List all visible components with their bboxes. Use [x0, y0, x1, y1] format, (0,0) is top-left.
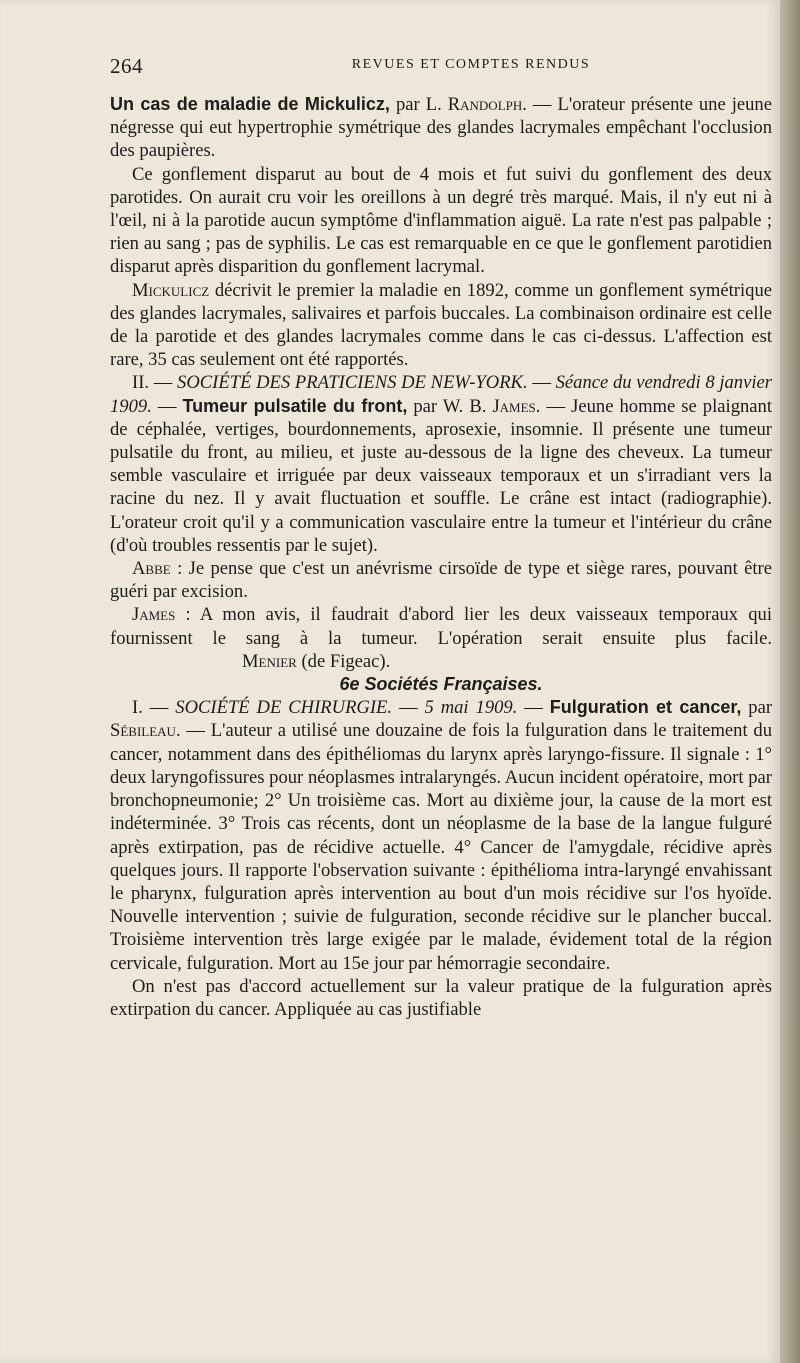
- page-header: [110, 54, 772, 80]
- paragraph: On n'est pas d'accord actuellement sur la valeur pratique de la fulguration après extirpation du cancer. Appliquée au cas justifiable: [110, 975, 772, 1020]
- page-number: 264: [110, 54, 143, 78]
- author-name: James: [492, 395, 536, 417]
- discussion-james: James : A mon avis, il faudrait d'abord lier les deux vaisseaux temporaux qui fournissent le sang à la tumeur. L'opération serait ensuite plus facile.Menier (de Figeac).: [110, 604, 772, 672]
- body-text: [110, 93, 772, 1021]
- society-section: I. — SOCIÉTÉ DE CHIRURGIE. — 5 mai 1909. — Fulguration et cancer, par Sébileau. — L'auteur a utilisé une douzaine de fois la fulguration dans le traitement du cancer, notamment dans des épithéliomas du larynx après laryngo-fissure. Il signale : 1° deux laryngofissures pour néoplasmes intralaryngés. Aucun incident opératoire, mort par bronchopneumonie; 2° Un troisième cas. Mort au dixième jour, la cause de la mort est indéterminée. 3° Trois cas récents, dont un néoplasme de la base de la langue fulguré après extirpation, pas de récidive actuelle. 4° Cancer de l'amygdale, récidive après quelques jours. Il rapporte l'observation suivante : épithélioma intra-laryngé envahissant le pharynx, fulguration après intervention au bout d'un mois récidive sur l'os hyoïde. Nouvelle intervention ; suivie de fulguration, seconde récidive sur le plancher buccal. Troisième intervention très large exigée par le malade, évidement total de la région cervicale, fulguration. Mort au 15e jour par hémorragie secondaire.: [110, 697, 773, 974]
- article-title: Fulguration et cancer,: [549, 697, 742, 718]
- discussion-abbe: Abbe : Je pense que c'est un anévrisme cirsoïde de type et siège rares, pouvant être guéri par excision.: [110, 558, 772, 603]
- person-name: Abbe: [132, 558, 171, 580]
- article-title: Un cas de maladie de Mickulicz,: [110, 94, 390, 114]
- section-heading: 6e Sociétés Françaises.: [339, 674, 543, 695]
- signature: Menier (de Figeac).: [242, 650, 391, 672]
- page-edge: [780, 0, 800, 1363]
- person-name: Mickulicz: [132, 279, 210, 301]
- article-title: Tumeur pulsatile du front,: [182, 395, 408, 416]
- session-date: Séance du vendredi 8 janvier 1909.: [110, 372, 772, 417]
- author-name: Randolph: [447, 94, 523, 115]
- society-name: SOCIÉTÉ DES PRATICIENS DE NEW-YORK.: [177, 372, 528, 394]
- article-mickulicz-intro: Un cas de maladie de Mickulicz, par L. Randolph. — L'orateur présente une jeune négresse qui eut hypertrophie symétrique des glandes lacrymales empêchant l'occlusion des paupières.: [110, 94, 772, 162]
- author-name: Sébileau: [110, 720, 176, 742]
- paragraph: Ce gonflement disparut au bout de 4 mois et fut suivi du gonflement des deux parotides. On aurait cru voir les oreillons à un degré très marqué. Mais, il n'y eut ni à l'œil, ni à la parotide aucun symptôme d'inflammation aiguë. La rate n'est pas palpable ; rien au sang ; pas de syphilis. Le cas est remarquable en ce que le gonflement parotidien disparut après disparition du gonflement lacrymal.: [110, 163, 772, 278]
- session-date: 5 mai 1909.: [424, 697, 518, 719]
- person-name: James: [132, 604, 176, 626]
- society-name: SOCIÉTÉ DE CHIRURGIE.: [175, 697, 393, 719]
- running-head: REVUES ET COMPTES RENDUS: [351, 57, 591, 72]
- society-section: II. — SOCIÉTÉ DES PRATICIENS DE NEW-YORK. — Séance du vendredi 8 janvier 1909. — Tumeur pulsatile du front, par W. B. James. — Jeune homme se plaignant de céphalée, vertiges, bourdonnements, aprosexie, insomnie. Il présente une tumeur pulsatile du front, au milieu, et juste au-dessous de la ligne des cheveux. La tumeur semble vasculaire et irriguée par deux vaisseaux temporaux et un s'irradiant vers la racine du nez. Il y avait fluctuation et souffle. Le crâne est intact (radiographie). L'orateur croit qu'il y a communication vasculaire entre la tumeur et l'intérieur du crâne (d'où troubles ressentis par le sujet).: [110, 372, 772, 556]
- paragraph: Mickulicz décrivit le premier la maladie en 1892, comme un gonflement symétrique des glandes lacrymales, salivaires et parfois buccales. La combinaison ordinaire est celle de la parotide et des glandes lacrymales comme dans le cas ci-dessus. L'affection est rare, 35 cas seulement ont été rapportés.: [110, 279, 772, 371]
